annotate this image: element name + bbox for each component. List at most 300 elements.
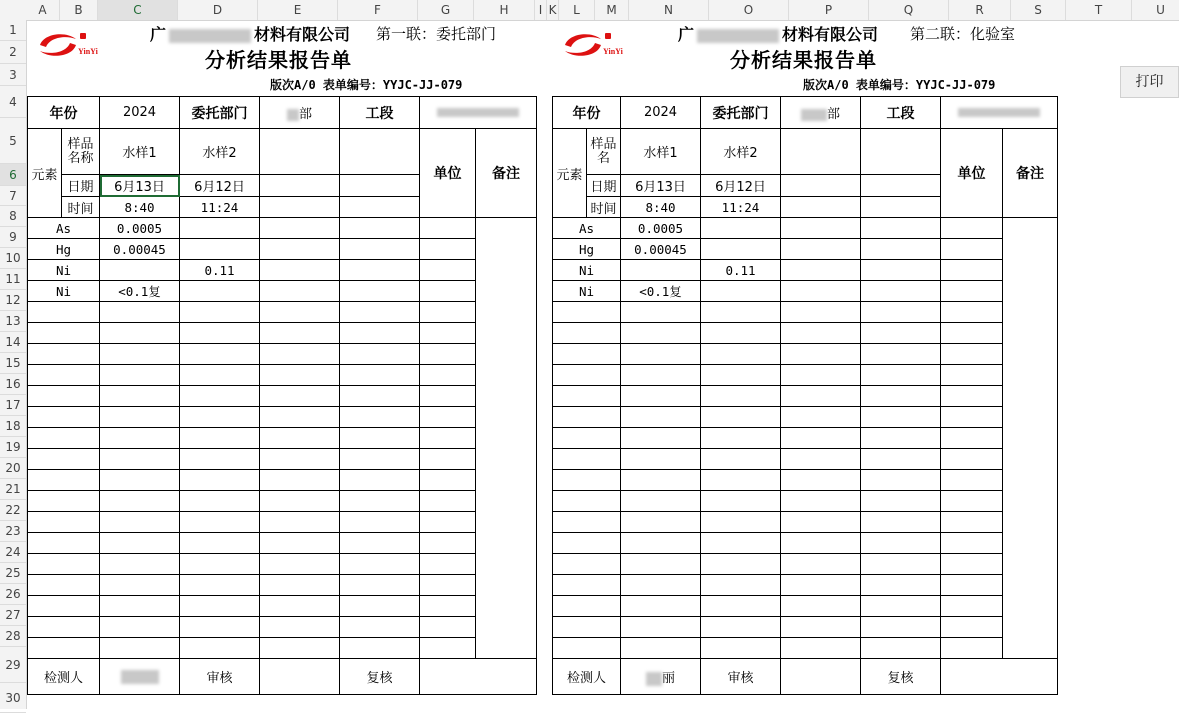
blank-cell[interactable] <box>420 281 476 302</box>
row-header-27[interactable]: 27 <box>0 605 26 626</box>
blank-cell[interactable] <box>340 260 420 281</box>
value-cell[interactable] <box>701 323 781 344</box>
row-header-4[interactable]: 4 <box>0 86 26 118</box>
blank-cell[interactable] <box>861 470 941 491</box>
element-cell[interactable]: Hg <box>28 239 100 260</box>
blank-cell[interactable] <box>861 302 941 323</box>
value-cell[interactable] <box>100 386 180 407</box>
value-cell[interactable] <box>701 407 781 428</box>
blank-cell[interactable] <box>420 365 476 386</box>
column-header-t[interactable]: T <box>1066 0 1132 20</box>
blank-cell[interactable] <box>781 533 861 554</box>
value-cell[interactable] <box>621 323 701 344</box>
blank-cell[interactable] <box>781 386 861 407</box>
blank-cell[interactable] <box>260 260 340 281</box>
row-header-13[interactable]: 13 <box>0 311 26 332</box>
section-value[interactable] <box>941 97 1058 129</box>
blank-cell[interactable] <box>340 386 420 407</box>
value-cell[interactable] <box>621 407 701 428</box>
blank-cell[interactable] <box>861 365 941 386</box>
blank-cell[interactable] <box>781 218 861 239</box>
blank-cell[interactable] <box>340 512 420 533</box>
blank-cell[interactable] <box>781 365 861 386</box>
blank-cell[interactable] <box>941 575 1003 596</box>
row-header-29[interactable]: 29 <box>0 647 26 683</box>
column-header-h[interactable]: H <box>474 0 535 20</box>
row-header-30[interactable]: 30 <box>0 683 26 713</box>
blank-cell[interactable] <box>420 470 476 491</box>
blank-cell[interactable] <box>260 175 340 197</box>
blank-cell[interactable] <box>861 260 941 281</box>
blank-cell[interactable] <box>941 470 1003 491</box>
element-cell[interactable] <box>28 386 100 407</box>
value-cell[interactable] <box>180 533 260 554</box>
element-cell[interactable] <box>28 428 100 449</box>
blank-cell[interactable] <box>861 386 941 407</box>
blank-cell[interactable] <box>260 302 340 323</box>
blank-cell[interactable] <box>861 554 941 575</box>
row-header-19[interactable]: 19 <box>0 437 26 458</box>
review-value[interactable] <box>260 659 340 695</box>
blank-cell[interactable] <box>781 617 861 638</box>
value-cell[interactable] <box>100 491 180 512</box>
blank-cell[interactable] <box>941 323 1003 344</box>
blank-cell[interactable] <box>941 365 1003 386</box>
value-cell[interactable] <box>180 449 260 470</box>
blank-cell[interactable] <box>340 533 420 554</box>
value-cell[interactable]: 0.0005 <box>100 218 180 239</box>
row-header-26[interactable]: 26 <box>0 584 26 605</box>
blank-cell[interactable] <box>260 407 340 428</box>
column-header-o[interactable]: O <box>709 0 789 20</box>
element-cell[interactable] <box>553 470 621 491</box>
column-header-p[interactable]: P <box>789 0 869 20</box>
column-header-g[interactable]: G <box>418 0 474 20</box>
blank-cell[interactable] <box>861 197 941 218</box>
column-header-b[interactable]: B <box>60 0 98 20</box>
value-cell[interactable] <box>701 638 781 659</box>
blank-cell[interactable] <box>340 239 420 260</box>
value-cell[interactable] <box>100 323 180 344</box>
column-header-m[interactable]: M <box>595 0 629 20</box>
blank-cell[interactable] <box>941 596 1003 617</box>
blank-cell[interactable] <box>781 449 861 470</box>
value-cell[interactable] <box>621 449 701 470</box>
blank-cell[interactable] <box>260 449 340 470</box>
element-cell[interactable]: Ni <box>28 281 100 302</box>
blank-cell[interactable] <box>260 344 340 365</box>
column-header-l[interactable]: L <box>559 0 595 20</box>
blank-cell[interactable] <box>781 197 861 218</box>
value-cell[interactable] <box>701 428 781 449</box>
blank-cell[interactable] <box>941 386 1003 407</box>
row-header-20[interactable]: 20 <box>0 458 26 479</box>
blank-cell[interactable] <box>340 302 420 323</box>
blank-cell[interactable] <box>861 638 941 659</box>
blank-cell[interactable] <box>861 323 941 344</box>
blank-cell[interactable] <box>941 260 1003 281</box>
value-cell[interactable] <box>180 386 260 407</box>
blank-cell[interactable] <box>340 175 420 197</box>
value-cell[interactable] <box>701 218 781 239</box>
blank-cell[interactable] <box>260 239 340 260</box>
value-cell[interactable] <box>180 638 260 659</box>
value-cell[interactable] <box>180 428 260 449</box>
tester-value[interactable] <box>100 659 180 695</box>
blank-cell[interactable] <box>420 323 476 344</box>
blank-cell[interactable] <box>340 575 420 596</box>
column-header-e[interactable]: E <box>258 0 338 20</box>
value-cell[interactable] <box>100 260 180 281</box>
element-cell[interactable] <box>28 596 100 617</box>
blank-cell[interactable] <box>861 512 941 533</box>
element-cell[interactable] <box>553 302 621 323</box>
blank-cell[interactable] <box>781 239 861 260</box>
blank-cell[interactable] <box>340 554 420 575</box>
value-cell[interactable] <box>100 365 180 386</box>
blank-cell[interactable] <box>781 638 861 659</box>
element-cell[interactable] <box>28 323 100 344</box>
date-1[interactable]: 6月13日 <box>621 175 701 197</box>
dept-value[interactable]: 部 <box>260 97 340 129</box>
blank-cell[interactable] <box>861 596 941 617</box>
element-cell[interactable] <box>553 596 621 617</box>
blank-cell[interactable] <box>941 638 1003 659</box>
time-1[interactable]: 8:40 <box>621 197 701 218</box>
blank-cell[interactable] <box>420 344 476 365</box>
blank-cell[interactable] <box>861 129 941 175</box>
value-cell[interactable] <box>100 512 180 533</box>
column-header-f[interactable]: F <box>338 0 418 20</box>
value-cell[interactable] <box>100 554 180 575</box>
value-cell[interactable]: <0.1复 <box>621 281 701 302</box>
blank-cell[interactable] <box>941 218 1003 239</box>
value-cell[interactable] <box>701 365 781 386</box>
element-cell[interactable]: Ni <box>553 260 621 281</box>
value-cell[interactable] <box>701 281 781 302</box>
element-cell[interactable] <box>28 491 100 512</box>
value-cell[interactable] <box>180 281 260 302</box>
blank-cell[interactable] <box>340 596 420 617</box>
remark-area[interactable] <box>1003 218 1058 659</box>
value-cell[interactable] <box>621 596 701 617</box>
blank-cell[interactable] <box>420 617 476 638</box>
value-cell[interactable] <box>180 323 260 344</box>
value-cell[interactable]: <0.1复 <box>100 281 180 302</box>
row-header-24[interactable]: 24 <box>0 542 26 563</box>
value-cell[interactable] <box>100 428 180 449</box>
blank-cell[interactable] <box>941 617 1003 638</box>
blank-cell[interactable] <box>420 386 476 407</box>
blank-cell[interactable] <box>340 428 420 449</box>
element-cell[interactable]: Hg <box>553 239 621 260</box>
value-cell[interactable] <box>621 344 701 365</box>
element-cell[interactable] <box>28 449 100 470</box>
value-cell[interactable] <box>100 617 180 638</box>
column-header-r[interactable]: R <box>949 0 1011 20</box>
element-cell[interactable]: Ni <box>28 260 100 281</box>
value-cell[interactable] <box>180 407 260 428</box>
blank-cell[interactable] <box>340 197 420 218</box>
element-cell[interactable]: Ni <box>553 281 621 302</box>
element-cell[interactable] <box>553 512 621 533</box>
blank-cell[interactable] <box>941 302 1003 323</box>
element-cell[interactable] <box>28 638 100 659</box>
column-header-q[interactable]: Q <box>869 0 949 20</box>
row-header-9[interactable]: 9 <box>0 227 26 248</box>
blank-cell[interactable] <box>861 449 941 470</box>
value-cell[interactable] <box>701 554 781 575</box>
blank-cell[interactable] <box>781 428 861 449</box>
blank-cell[interactable] <box>260 533 340 554</box>
value-cell[interactable] <box>701 596 781 617</box>
value-cell[interactable] <box>180 596 260 617</box>
blank-cell[interactable] <box>781 596 861 617</box>
element-cell[interactable] <box>28 512 100 533</box>
date-2[interactable]: 6月12日 <box>180 175 260 197</box>
element-cell[interactable] <box>553 344 621 365</box>
value-cell[interactable] <box>180 554 260 575</box>
recheck-value[interactable] <box>941 659 1058 695</box>
element-cell[interactable]: As <box>28 218 100 239</box>
element-cell[interactable] <box>553 575 621 596</box>
blank-cell[interactable] <box>260 365 340 386</box>
row-header-8[interactable]: 8 <box>0 206 26 227</box>
row-header-2[interactable]: 2 <box>0 41 26 64</box>
value-cell[interactable] <box>701 470 781 491</box>
time-2[interactable]: 11:24 <box>701 197 781 218</box>
row-header-16[interactable]: 16 <box>0 374 26 395</box>
blank-cell[interactable] <box>420 575 476 596</box>
value-cell[interactable] <box>180 575 260 596</box>
blank-cell[interactable] <box>260 129 340 175</box>
blank-cell[interactable] <box>781 323 861 344</box>
column-header-a[interactable]: A <box>26 0 60 20</box>
year-value[interactable]: 2024 <box>100 97 180 129</box>
row-header-1[interactable]: 1 <box>0 20 26 41</box>
tester-value[interactable]: 丽 <box>621 659 701 695</box>
blank-cell[interactable] <box>941 449 1003 470</box>
blank-cell[interactable] <box>781 260 861 281</box>
value-cell[interactable] <box>180 218 260 239</box>
time-2[interactable]: 11:24 <box>180 197 260 218</box>
value-cell[interactable] <box>621 638 701 659</box>
value-cell[interactable] <box>621 386 701 407</box>
value-cell[interactable] <box>180 344 260 365</box>
blank-cell[interactable] <box>941 407 1003 428</box>
blank-cell[interactable] <box>420 302 476 323</box>
remark-area[interactable] <box>476 218 537 659</box>
blank-cell[interactable] <box>260 596 340 617</box>
blank-cell[interactable] <box>420 260 476 281</box>
value-cell[interactable] <box>180 239 260 260</box>
value-cell[interactable]: 0.00045 <box>621 239 701 260</box>
element-cell[interactable] <box>28 554 100 575</box>
blank-cell[interactable] <box>941 428 1003 449</box>
blank-cell[interactable] <box>420 218 476 239</box>
value-cell[interactable] <box>701 386 781 407</box>
blank-cell[interactable] <box>260 491 340 512</box>
blank-cell[interactable] <box>340 323 420 344</box>
blank-cell[interactable] <box>781 470 861 491</box>
blank-cell[interactable] <box>260 218 340 239</box>
blank-cell[interactable] <box>781 407 861 428</box>
element-cell[interactable] <box>28 407 100 428</box>
blank-cell[interactable] <box>941 344 1003 365</box>
row-header-6[interactable]: 6 <box>0 164 26 186</box>
blank-cell[interactable] <box>861 407 941 428</box>
blank-cell[interactable] <box>340 344 420 365</box>
row-header-5[interactable]: 5 <box>0 118 26 164</box>
column-header-k[interactable]: K <box>547 0 559 20</box>
column-header-c[interactable]: C <box>98 0 178 20</box>
element-cell[interactable] <box>553 323 621 344</box>
blank-cell[interactable] <box>340 638 420 659</box>
blank-cell[interactable] <box>420 491 476 512</box>
blank-cell[interactable] <box>340 281 420 302</box>
row-header-12[interactable]: 12 <box>0 290 26 311</box>
element-cell[interactable] <box>28 617 100 638</box>
row-header-17[interactable]: 17 <box>0 395 26 416</box>
blank-cell[interactable] <box>260 512 340 533</box>
blank-cell[interactable] <box>340 218 420 239</box>
value-cell[interactable] <box>100 638 180 659</box>
dept-value[interactable]: 部 <box>781 97 861 129</box>
value-cell[interactable] <box>701 491 781 512</box>
row-header-15[interactable]: 15 <box>0 353 26 374</box>
value-cell[interactable] <box>621 470 701 491</box>
element-cell[interactable] <box>553 533 621 554</box>
blank-cell[interactable] <box>340 129 420 175</box>
column-header-d[interactable]: D <box>178 0 258 20</box>
column-header-s[interactable]: S <box>1011 0 1066 20</box>
time-1[interactable]: 8:40 <box>100 197 180 218</box>
value-cell[interactable] <box>621 428 701 449</box>
column-header-n[interactable]: N <box>629 0 709 20</box>
blank-cell[interactable] <box>420 428 476 449</box>
value-cell[interactable] <box>100 449 180 470</box>
review-value[interactable] <box>781 659 861 695</box>
blank-cell[interactable] <box>941 512 1003 533</box>
value-cell[interactable]: 0.11 <box>180 260 260 281</box>
blank-cell[interactable] <box>340 491 420 512</box>
row-header-25[interactable]: 25 <box>0 563 26 584</box>
value-cell[interactable] <box>100 302 180 323</box>
blank-cell[interactable] <box>941 554 1003 575</box>
value-cell[interactable] <box>100 596 180 617</box>
value-cell[interactable] <box>701 512 781 533</box>
element-cell[interactable] <box>553 554 621 575</box>
blank-cell[interactable] <box>420 596 476 617</box>
blank-cell[interactable] <box>340 449 420 470</box>
value-cell[interactable] <box>701 575 781 596</box>
blank-cell[interactable] <box>420 638 476 659</box>
sample-2[interactable]: 水样2 <box>701 129 781 175</box>
row-header-11[interactable]: 11 <box>0 269 26 290</box>
section-value[interactable] <box>420 97 537 129</box>
row-header-18[interactable]: 18 <box>0 416 26 437</box>
value-cell[interactable] <box>701 449 781 470</box>
value-cell[interactable] <box>701 344 781 365</box>
element-cell[interactable] <box>553 449 621 470</box>
blank-cell[interactable] <box>861 491 941 512</box>
blank-cell[interactable] <box>260 575 340 596</box>
blank-cell[interactable] <box>941 281 1003 302</box>
blank-cell[interactable] <box>260 281 340 302</box>
value-cell[interactable] <box>621 617 701 638</box>
column-header-i[interactable]: I <box>535 0 547 20</box>
blank-cell[interactable] <box>781 302 861 323</box>
blank-cell[interactable] <box>861 281 941 302</box>
blank-cell[interactable] <box>781 175 861 197</box>
blank-cell[interactable] <box>260 428 340 449</box>
blank-cell[interactable] <box>781 512 861 533</box>
value-cell[interactable] <box>701 617 781 638</box>
blank-cell[interactable] <box>260 470 340 491</box>
sample-2[interactable]: 水样2 <box>180 129 260 175</box>
value-cell[interactable]: 0.0005 <box>621 218 701 239</box>
sample-1[interactable]: 水样1 <box>621 129 701 175</box>
value-cell[interactable] <box>100 533 180 554</box>
blank-cell[interactable] <box>861 575 941 596</box>
value-cell[interactable] <box>621 260 701 281</box>
element-cell[interactable] <box>28 344 100 365</box>
blank-cell[interactable] <box>861 218 941 239</box>
blank-cell[interactable] <box>260 638 340 659</box>
blank-cell[interactable] <box>861 344 941 365</box>
value-cell[interactable] <box>621 365 701 386</box>
blank-cell[interactable] <box>420 554 476 575</box>
blank-cell[interactable] <box>861 617 941 638</box>
value-cell[interactable] <box>180 617 260 638</box>
element-cell[interactable] <box>28 302 100 323</box>
value-cell[interactable] <box>180 491 260 512</box>
element-cell[interactable] <box>28 365 100 386</box>
blank-cell[interactable] <box>340 365 420 386</box>
element-cell[interactable] <box>553 365 621 386</box>
value-cell[interactable] <box>180 470 260 491</box>
blank-cell[interactable] <box>260 386 340 407</box>
value-cell[interactable] <box>100 575 180 596</box>
blank-cell[interactable] <box>420 512 476 533</box>
value-cell[interactable] <box>100 344 180 365</box>
value-cell[interactable] <box>621 512 701 533</box>
blank-cell[interactable] <box>260 323 340 344</box>
blank-cell[interactable] <box>941 491 1003 512</box>
element-cell[interactable] <box>553 491 621 512</box>
date-1[interactable]: 6月13日 <box>100 175 180 197</box>
row-header-23[interactable]: 23 <box>0 521 26 542</box>
blank-cell[interactable] <box>420 449 476 470</box>
blank-cell[interactable] <box>781 344 861 365</box>
element-cell[interactable]: As <box>553 218 621 239</box>
year-value[interactable]: 2024 <box>621 97 701 129</box>
column-header-u[interactable]: U <box>1132 0 1179 20</box>
value-cell[interactable] <box>180 512 260 533</box>
value-cell[interactable]: 0.11 <box>701 260 781 281</box>
element-cell[interactable] <box>28 470 100 491</box>
value-cell[interactable] <box>701 239 781 260</box>
element-cell[interactable] <box>553 407 621 428</box>
value-cell[interactable] <box>621 302 701 323</box>
value-cell[interactable] <box>701 533 781 554</box>
blank-cell[interactable] <box>260 617 340 638</box>
element-cell[interactable] <box>28 533 100 554</box>
date-2[interactable]: 6月12日 <box>701 175 781 197</box>
element-cell[interactable] <box>553 428 621 449</box>
blank-cell[interactable] <box>861 175 941 197</box>
recheck-value[interactable] <box>420 659 537 695</box>
